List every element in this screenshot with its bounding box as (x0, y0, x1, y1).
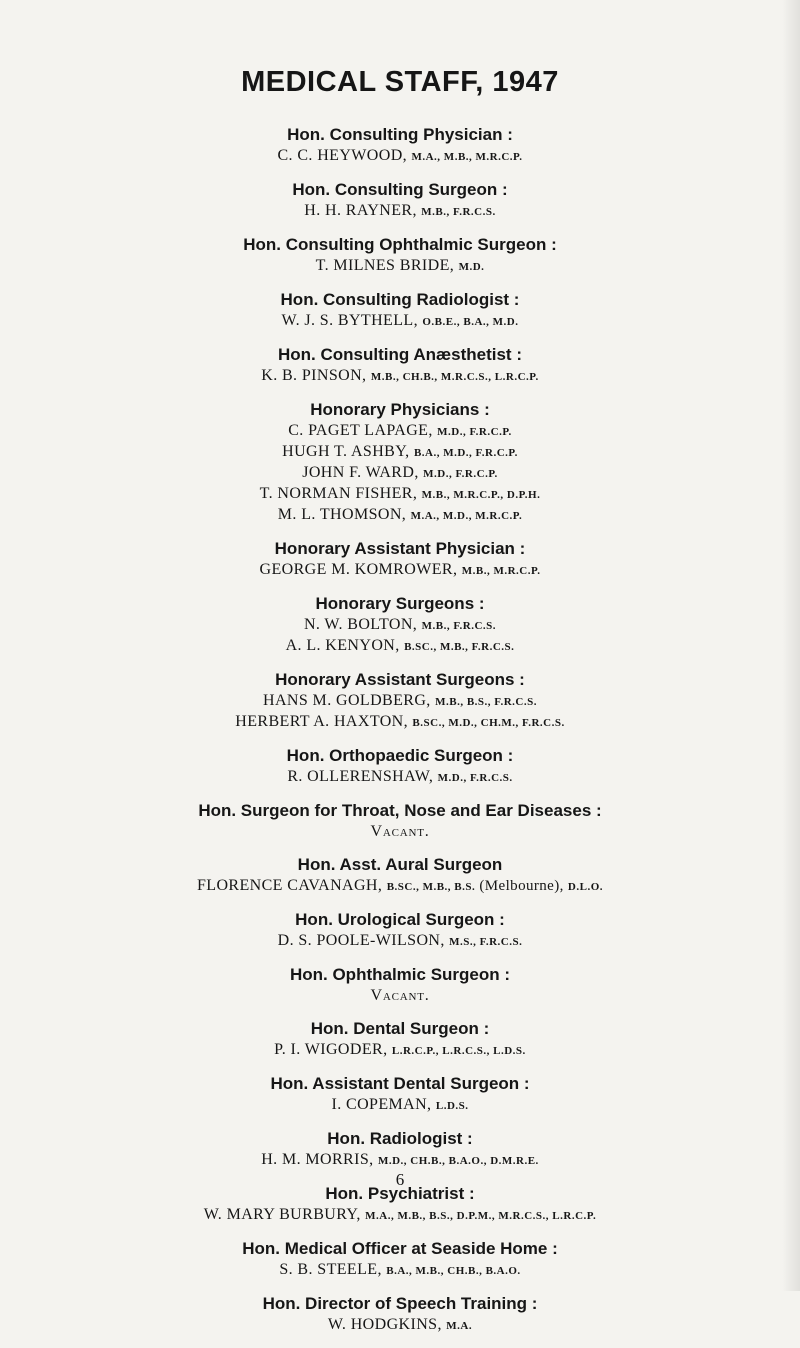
staff-section (0, 289, 800, 332)
staff-member (0, 505, 800, 526)
member-note: (Melbourne), (475, 878, 568, 894)
staff-section (0, 344, 800, 387)
staff-member (0, 1040, 800, 1061)
member-qualifications: M.B., M.R.C.P., D.P.H. (421, 489, 541, 501)
staff-member (0, 484, 800, 505)
section-heading: Hon. Consulting Surgeon : (292, 180, 508, 199)
member-name: S. B. STEELE, (279, 1261, 387, 1278)
member-qualifications: M.S., F.R.C.S. (449, 936, 523, 948)
member-qualifications: M.A., M.B., M.R.C.P. (411, 151, 523, 163)
staff-section (0, 179, 800, 222)
member-name: T. MILNES BRIDE, (315, 257, 459, 274)
member-qualifications: O.B.E., B.A., M.D. (422, 316, 519, 328)
vacant-note: Vacant. (370, 987, 430, 1004)
member-qualifications: B.A., M.D., F.R.C.P. (413, 447, 518, 459)
member-qualifications: M.A. (446, 1320, 473, 1332)
staff-section (0, 1073, 800, 1116)
member-qualifications: M.D. (458, 261, 485, 273)
member-name: HANS M. GOLDBERG, (263, 692, 436, 709)
staff-section (0, 854, 800, 897)
staff-section (0, 800, 800, 842)
staff-section (0, 593, 800, 657)
staff-section (0, 964, 800, 1006)
member-qualifications: B.A., M.B., CH.B., B.A.O. (386, 1265, 521, 1277)
section-heading: Hon. Radiologist : (327, 1129, 473, 1148)
section-heading: Hon. Urological Surgeon : (295, 910, 505, 929)
section-heading: Honorary Assistant Surgeons : (275, 670, 525, 689)
section-heading: Hon. Medical Officer at Seaside Home : (242, 1239, 558, 1258)
staff-list (0, 124, 800, 1348)
section-heading: Hon. Surgeon for Throat, Nose and Ear Diseases : (198, 801, 602, 820)
member-qualifications: M.B., F.R.C.S. (421, 620, 497, 632)
staff-section (0, 124, 800, 167)
member-name: W. HODGKINS, (327, 1316, 447, 1333)
member-name: C. C. HEYWOOD, (277, 147, 412, 164)
staff-section (0, 1293, 800, 1336)
member-name: N. W. BOLTON, (303, 616, 422, 633)
member-name: P. I. WIGODER, (274, 1041, 392, 1058)
staff-member (0, 311, 800, 332)
member-qualifications: B.SC., M.D., CH.M., F.R.C.S. (412, 717, 565, 729)
staff-section (0, 745, 800, 788)
section-heading: Hon. Assistant Dental Surgeon : (270, 1074, 530, 1093)
member-name: HUGH T. ASHBY, (282, 443, 414, 460)
section-heading: Hon. Consulting Physician : (287, 125, 513, 144)
member-name: H. M. MORRIS, (261, 1151, 378, 1168)
member-qualifications: M.B., CH.B., M.R.C.S., L.R.C.P. (370, 371, 539, 383)
section-heading: Hon. Consulting Anæsthetist : (278, 345, 522, 364)
staff-member (0, 691, 800, 712)
member-qualifications: M.B., B.S., F.R.C.S. (435, 696, 537, 708)
staff-member (0, 1150, 800, 1171)
section-heading: Hon. Consulting Ophthalmic Surgeon : (243, 235, 557, 254)
member-name: K. B. PINSON, (261, 367, 371, 384)
member-name: HERBERT A. HAXTON, (235, 713, 413, 730)
member-name: H. H. RAYNER, (304, 202, 422, 219)
member-name: FLORENCE CAVANAGH, (196, 877, 387, 894)
staff-member (0, 463, 800, 484)
section-heading: Honorary Physicians : (310, 400, 490, 419)
section-heading: Hon. Consulting Radiologist : (280, 290, 520, 309)
staff-member (0, 421, 800, 442)
staff-section (0, 538, 800, 581)
staff-member (0, 636, 800, 657)
member-name: W. J. S. BYTHELL, (281, 312, 423, 329)
member-name: GEORGE M. KOMROWER, (259, 561, 462, 578)
member-name: JOHN F. WARD, (302, 464, 424, 481)
staff-section (0, 1128, 800, 1171)
vacant-note: Vacant. (370, 823, 430, 840)
member-qualifications: M.B., M.R.C.P. (461, 565, 541, 577)
member-qualifications: M.D., F.R.C.P. (437, 426, 512, 438)
page-number: 6 (395, 1170, 405, 1189)
staff-section (0, 399, 800, 526)
page-title: MEDICAL STAFF, 1947 (241, 66, 559, 98)
member-qualifications: L.D.S. (435, 1100, 469, 1112)
member-qualifications: M.D., F.R.C.S. (437, 772, 513, 784)
member-qualifications: M.A., M.B., B.S., D.P.M., M.R.C.S., L.R.C.P. (365, 1210, 597, 1222)
member-name: R. OLLERENSHAW, (287, 768, 438, 785)
member-name: T. NORMAN FISHER, (259, 485, 422, 502)
staff-member (0, 767, 800, 788)
member-qualifications-extra: D.L.O. (567, 881, 604, 893)
member-qualifications: M.B., F.R.C.S. (421, 206, 496, 218)
section-heading: Hon. Director of Speech Training : (262, 1294, 538, 1313)
member-name: A. L. KENYON, (285, 637, 405, 654)
section-heading: Hon. Psychiatrist : (325, 1184, 475, 1203)
staff-member (0, 1205, 800, 1226)
member-qualifications: M.D., CH.B., B.A.O., D.M.R.E. (377, 1155, 539, 1167)
member-qualifications: B.SC., M.B., B.S. (386, 881, 476, 893)
member-qualifications: B.SC., M.B., F.R.C.S. (404, 641, 515, 653)
staff-member (0, 146, 800, 167)
member-name: C. PAGET LAPAGE, (288, 422, 438, 439)
staff-member (0, 560, 800, 581)
staff-member (0, 1315, 800, 1336)
member-name: D. S. POOLE-WILSON, (277, 932, 450, 949)
member-name: I. COPEMAN, (331, 1096, 436, 1113)
member-name: M. L. THOMSON, (277, 506, 411, 523)
staff-member (0, 1260, 800, 1281)
section-heading: Honorary Assistant Physician : (274, 539, 526, 558)
staff-member (0, 712, 800, 733)
staff-section (0, 669, 800, 733)
member-qualifications: M.A., M.D., M.R.C.P. (410, 510, 523, 522)
section-heading: Hon. Asst. Aural Surgeon (297, 855, 503, 874)
member-qualifications: M.D., F.R.C.P. (423, 468, 498, 480)
staff-member (0, 256, 800, 277)
staff-member (0, 442, 800, 463)
member-name: W. MARY BURBURY, (203, 1206, 366, 1223)
staff-member (0, 1095, 800, 1116)
staff-section (0, 1018, 800, 1061)
member-qualifications: L.R.C.P., L.R.C.S., L.D.S. (391, 1045, 526, 1057)
staff-member (0, 876, 800, 897)
staff-section (0, 1238, 800, 1281)
section-heading: Hon. Ophthalmic Surgeon : (289, 965, 511, 984)
staff-member (0, 931, 800, 952)
page-edge-shadow (782, 0, 800, 1291)
staff-section (0, 234, 800, 277)
staff-member (0, 615, 800, 636)
staff-section (0, 909, 800, 952)
section-heading: Hon. Dental Surgeon : (310, 1019, 490, 1038)
staff-member (0, 366, 800, 387)
staff-member (0, 201, 800, 222)
section-heading: Honorary Surgeons : (315, 594, 485, 613)
section-heading: Hon. Orthopaedic Surgeon : (286, 746, 514, 765)
